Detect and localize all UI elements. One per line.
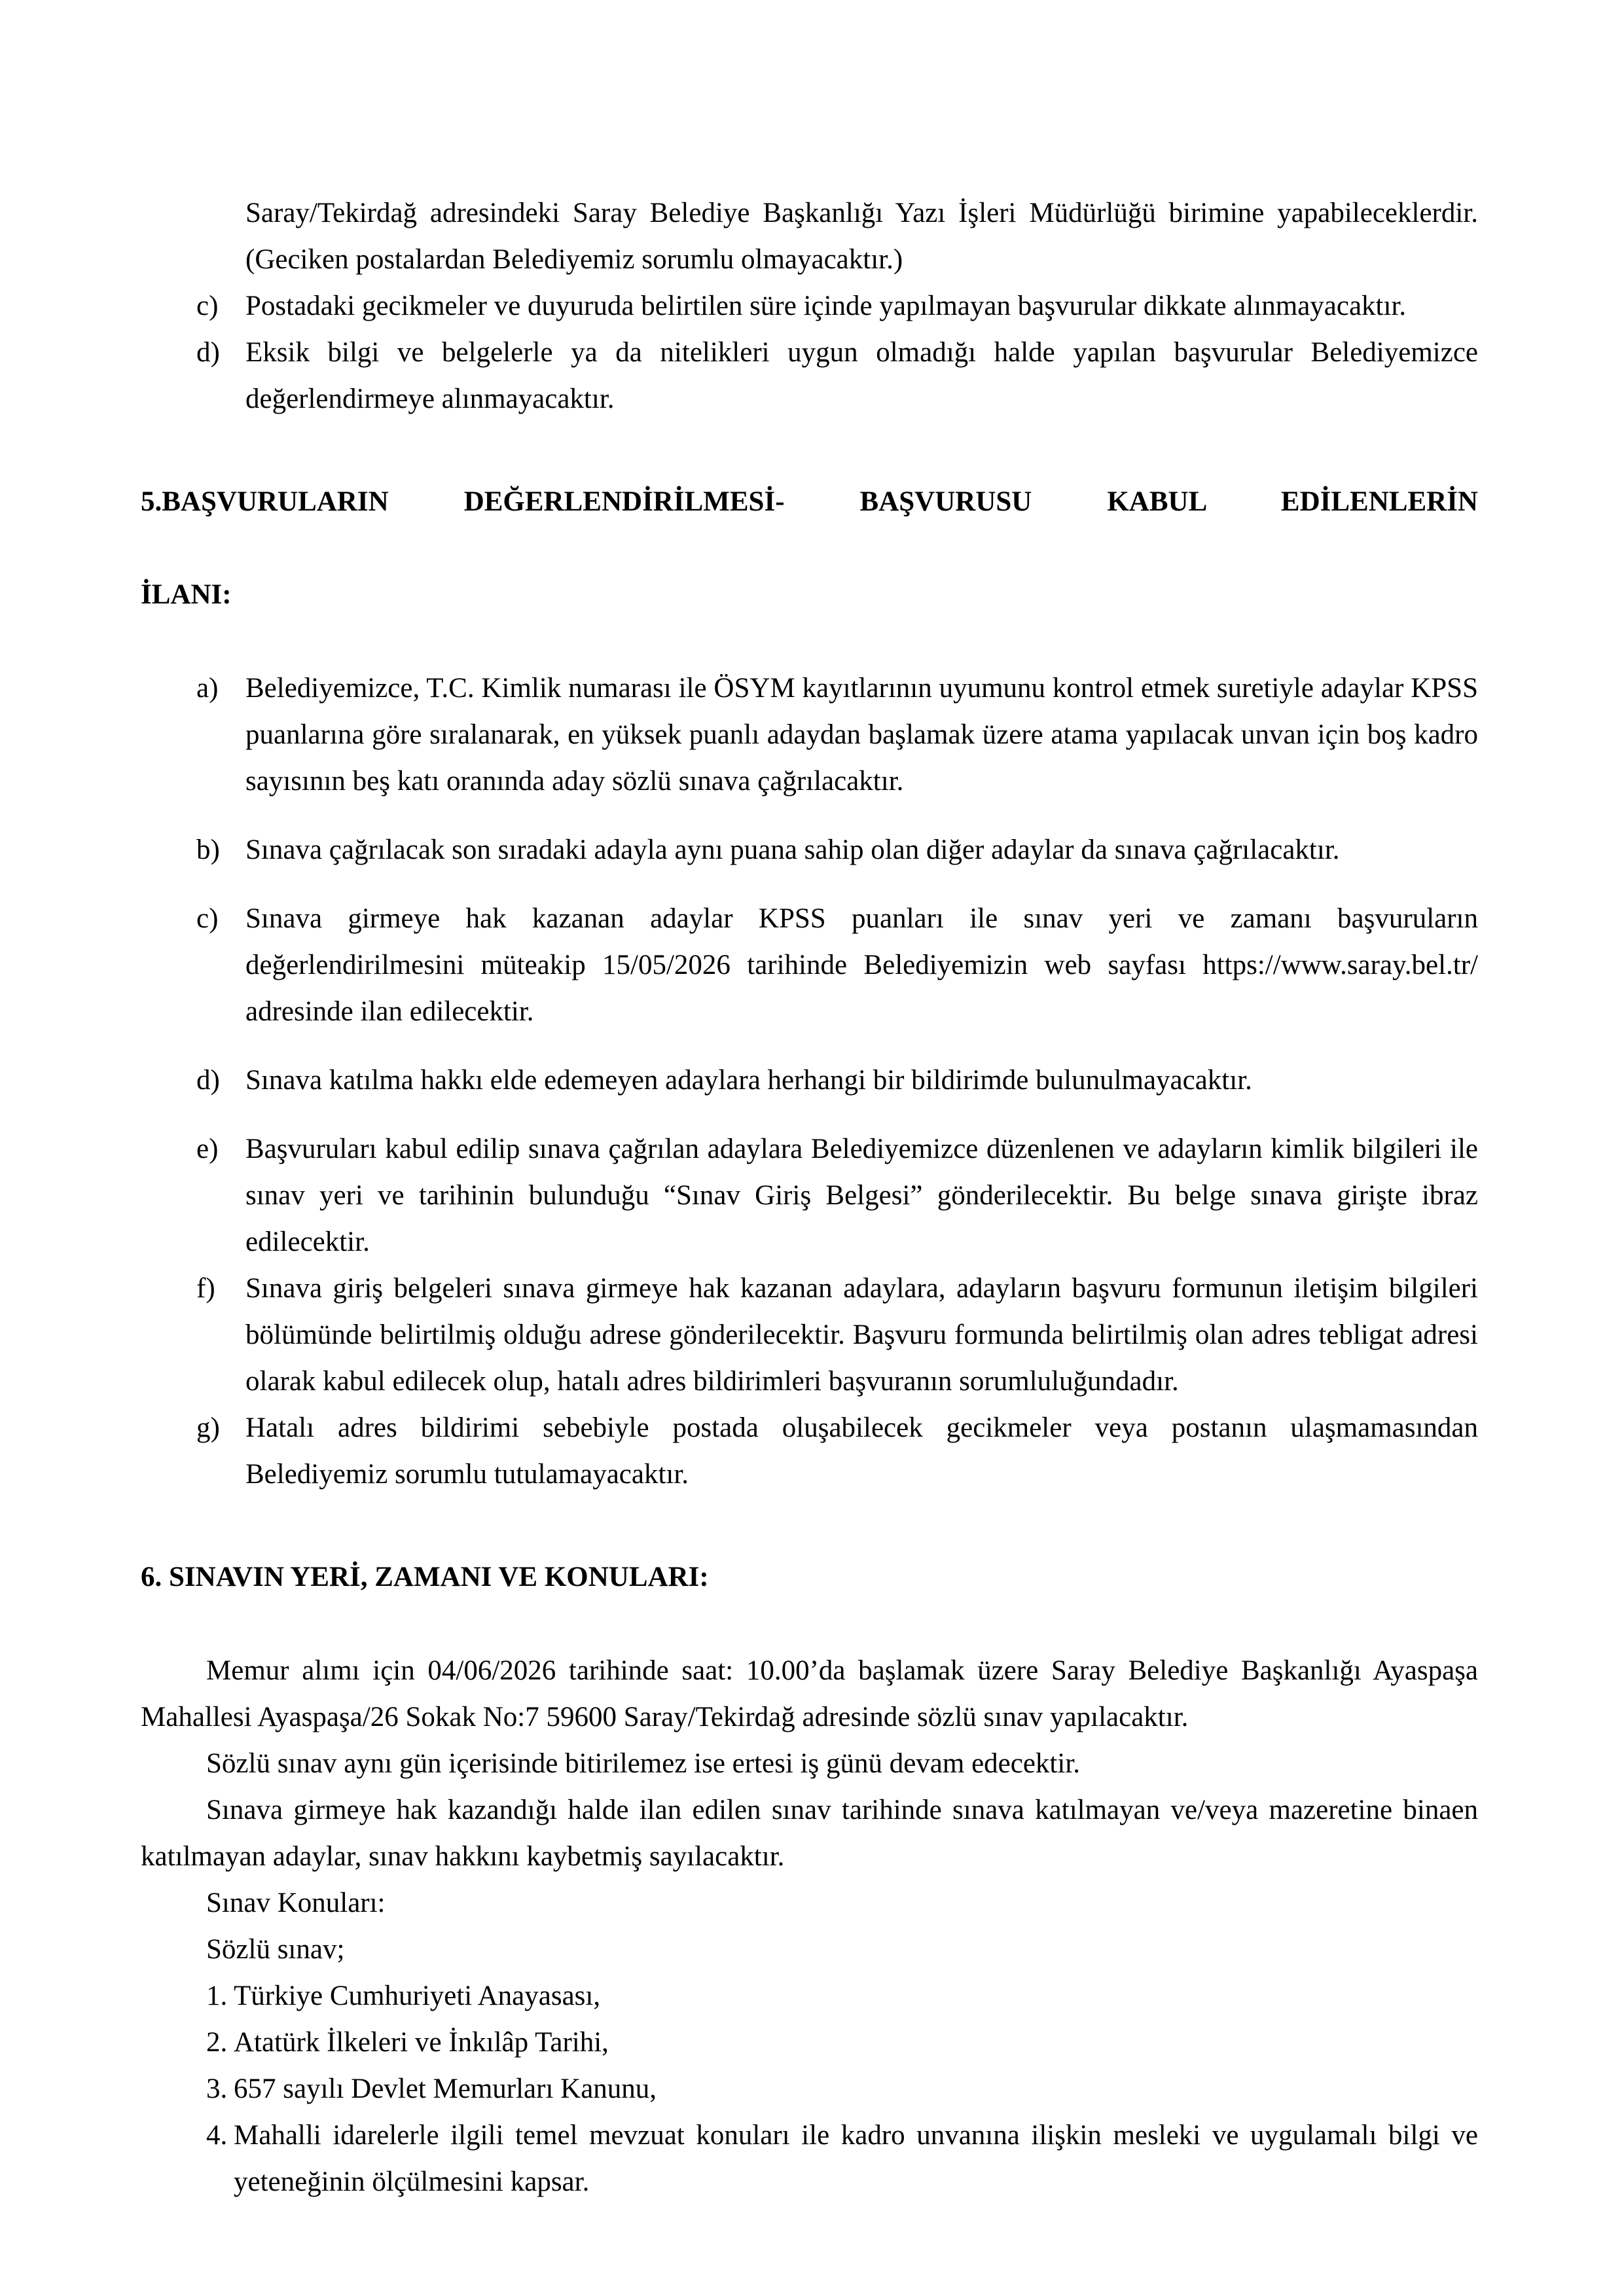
spacer bbox=[141, 1600, 1478, 1647]
list-item bbox=[196, 665, 1478, 804]
list-item-text: Sınava giriş belgeleri sınava girmeye hak kazanan adaylara, adayların başvuru formunun iletişim bilgileri bölümünde belirtilmiş olduğu adrese gönderilecektir. Başvuru formunda belirtilmiş olan adres tebligat adresi olarak kabul edilecek olup, hatalı adres bildirimleri başvuranın sorumluluğundadır. bbox=[245, 1273, 1478, 1397]
list-item bbox=[196, 1405, 1478, 1498]
continued-list bbox=[141, 283, 1478, 422]
list-item bbox=[206, 2112, 1478, 2205]
list-item bbox=[196, 1265, 1478, 1405]
list-item-text: Türkiye Cumhuriyeti Anayasası, bbox=[234, 1981, 601, 2011]
list-item-text: Mahalli idarelerle ilgili temel mevzuat konuları ile kadro unvanına ilişkin mesleki ve uygulamalı bilgi ve yeteneğinin ölçülmesini kapsar. bbox=[234, 2120, 1478, 2197]
list-item bbox=[196, 827, 1478, 873]
list-marker: f) bbox=[196, 1273, 215, 1304]
list-marker: 1. bbox=[206, 1981, 228, 2011]
list-item bbox=[196, 895, 1478, 1035]
list-marker: d) bbox=[196, 1065, 220, 1096]
section-6-paragraph-3: Sınava girmeye hak kazandığı halde ilan edilen sınav tarihinde sınava katılmayan ve/veya mazeretine binaen katılmayan adaylar, sınav hakkını kaybetmiş sayılacaktır. bbox=[141, 1795, 1478, 1872]
list-marker: c) bbox=[196, 903, 219, 934]
list-item-text: Postadaki gecikmeler ve duyuruda belirtilen süre içinde yapılmayan başvurular dikkate alınmayacaktır. bbox=[245, 291, 1407, 321]
list-item-text: Başvuruları kabul edilip sınava çağrılan adaylara Belediyemizce düzenlenen ve adayların kimlik bilgileri ile sınav yeri ve tarihinin bulunduğu “Sınav Giriş Belgesi” gönderilecektir. Bu belge sınava girişte ibraz edilecektir. bbox=[245, 1134, 1478, 1257]
continuation-paragraph: Saray/Tekirdağ adresindeki Saray Belediye Başkanlığı Yazı İşleri Müdürlüğü birimine yapabileceklerdir. (Geciken postalardan Belediyemiz sorumlu olmayacaktır.) bbox=[245, 198, 1478, 275]
exam-type-label: Sözlü sınav; bbox=[206, 1934, 345, 1965]
list-item-text: Sınava girmeye hak kazanan adaylar KPSS puanları ile sınav yeri ve zamanı başvuruların değerlendirilmesini müteakip 15/05/2026 tarihinde Belediyemizin web sayfası https://www.saray.bel.tr/ adresinde ilan edilecektir. bbox=[245, 903, 1478, 1027]
list-marker: c) bbox=[196, 291, 219, 321]
list-marker: 2. bbox=[206, 2027, 228, 2058]
section-6-heading: 6. SINAVIN YERİ, ZAMANI VE KONULARI: bbox=[141, 1562, 709, 1592]
section-5-list bbox=[141, 665, 1478, 1498]
list-item-text: Belediyemizce, T.C. Kimlik numarası ile ÖSYM kayıtlarının uyumunu kontrol etmek suretiyle adaylar KPSS puanlarına göre sıralanarak, en yüksek puanlı adaydan başlamak üzere atama yapılacak unvan için boş kadro sayısının beş katı oranında aday sözlü sınava çağrılacaktır. bbox=[245, 673, 1478, 797]
list-item-text: Sınava katılma hakkı elde edemeyen adaylara herhangi bir bildirimde bulunulmayacaktır. bbox=[245, 1065, 1252, 1096]
list-marker: 4. bbox=[206, 2120, 228, 2151]
list-item-text: 657 sayılı Devlet Memurları Kanunu, bbox=[234, 2073, 657, 2104]
list-item-text: Eksik bilgi ve belgelerle ya da nitelikleri uygun olmadığı halde yapılan başvurular Belediyemizce değerlendirmeye alınmayacaktır. bbox=[245, 337, 1478, 414]
spacer bbox=[141, 422, 1478, 478]
section-5-heading-line-1: 5.BAŞVURULARIN DEĞERLENDİRİLMESİ- BAŞVURUSU KABUL EDİLENLERİN bbox=[141, 486, 1478, 517]
list-item-text: Hatalı adres bildirimi sebebiyle postada oluşabilecek gecikmeler veya postanın ulaşmamasından Belediyemiz sorumlu tutulamayacaktır. bbox=[245, 1412, 1478, 1490]
list-marker: g) bbox=[196, 1412, 220, 1443]
list-marker: b) bbox=[196, 834, 220, 865]
list-item bbox=[206, 2019, 1478, 2066]
list-item bbox=[196, 329, 1478, 422]
list-marker: d) bbox=[196, 337, 220, 368]
list-marker: 3. bbox=[206, 2073, 228, 2104]
spacer bbox=[141, 1498, 1478, 1554]
section-6-paragraph-1: Memur alımı için 04/06/2026 tarihinde saat: 10.00’da başlamak üzere Saray Belediye Başkanlığı Ayaspaşa Mahallesi Ayaspaşa/26 Sokak No:7 59600 Saray/Tekirdağ adresinde sözlü sınav yapılacaktır. bbox=[141, 1655, 1478, 1732]
list-item bbox=[206, 2066, 1478, 2112]
spacer bbox=[141, 618, 1478, 665]
list-marker: e) bbox=[196, 1134, 219, 1164]
list-item bbox=[196, 1057, 1478, 1103]
list-item bbox=[196, 1126, 1478, 1265]
list-item bbox=[206, 1973, 1478, 2019]
section-6-paragraph-2: Sözlü sınav aynı gün içerisinde bitirilemez ise ertesi iş günü devam edecektir. bbox=[206, 1748, 1081, 1779]
exam-topics-list bbox=[141, 1973, 1478, 2205]
list-item-text: Sınava çağrılacak son sıradaki adayla aynı puana sahip olan diğer adaylar da sınava çağrılacaktır. bbox=[245, 834, 1340, 865]
exam-topics-label: Sınav Konuları: bbox=[206, 1888, 386, 1918]
list-marker: a) bbox=[196, 673, 219, 704]
section-5-heading-line-2: İLANI: bbox=[141, 579, 232, 610]
list-item-text: Atatürk İlkeleri ve İnkılâp Tarihi, bbox=[234, 2027, 609, 2058]
list-item bbox=[196, 283, 1478, 329]
